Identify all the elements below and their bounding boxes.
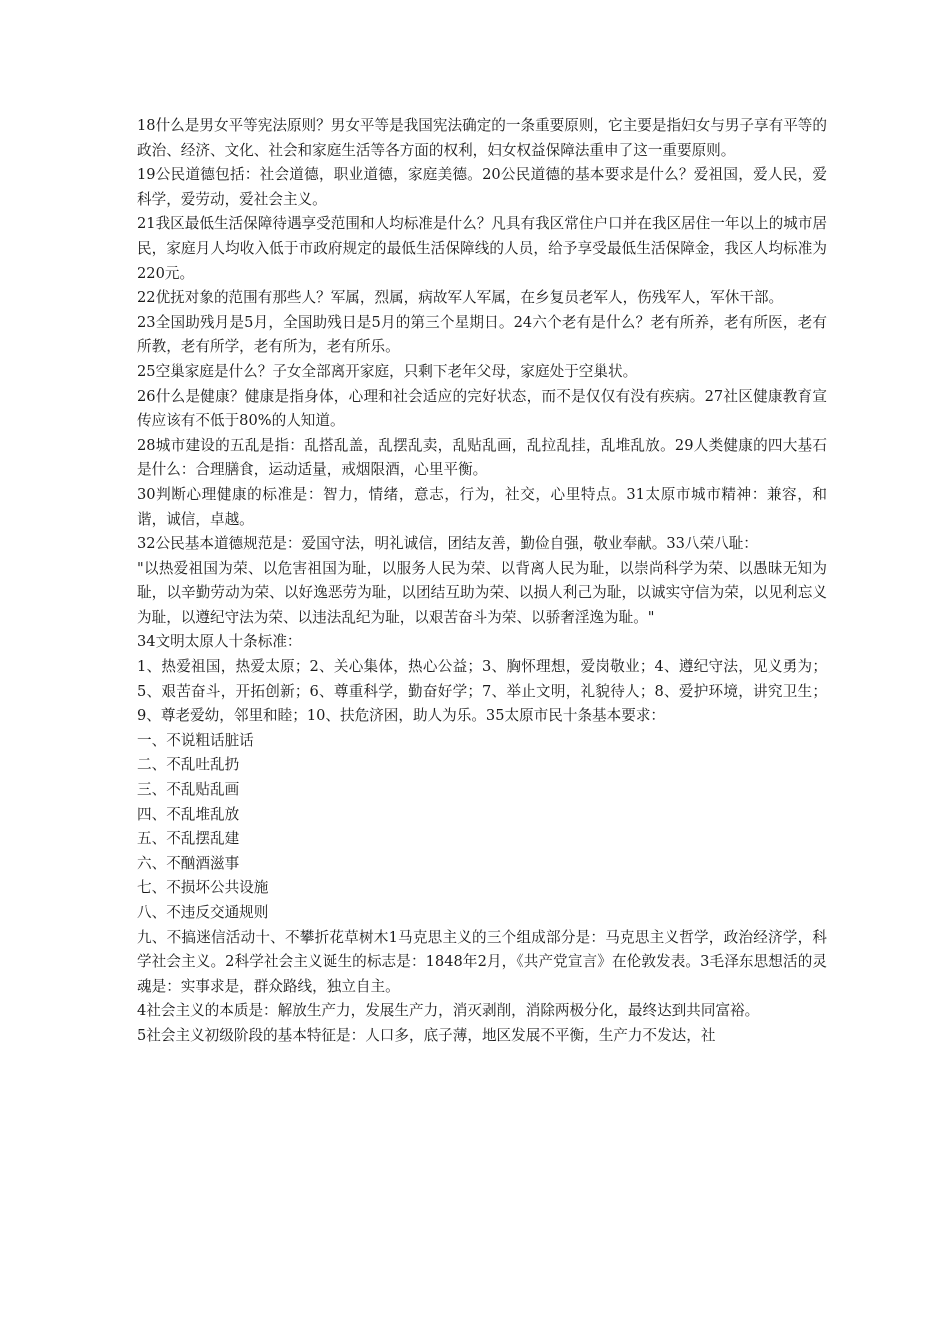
paragraph-q30-31: 30判断心理健康的标准是：智力，情绪，意志，行为，社交，心里特点。31太原市城市精神：兼容，和谐，诚信，卓越。 [137, 485, 827, 528]
list-item-5: 五、不乱摆乱建 [137, 830, 240, 848]
paragraph-q34-heading: 34文明太原人十条标准： [137, 633, 302, 651]
paragraph-q23-24: 23全国助残月是5月，全国助残日是5月的第三个星期日。24六个老有是什么？老有所养，老有所医，老有所教，老有所学，老有所为，老有所乐。 [137, 313, 827, 356]
list-item-8: 八、不违反交通规则 [137, 904, 269, 921]
list-item-6: 六、不酗酒滋事 [137, 854, 240, 872]
paragraph-q21: 21我区最低生活保障待遇享受范围和人均标准是什么？凡具有我区常住户口并在我区居住一年以上的城市居民，家庭月人均收入低于市政府规定的最低生活保障线的人员，给予享受最低生活保障金，我区人均标准为220元。 [137, 215, 827, 282]
paragraph-item-9-10-marxism: 九、不搞迷信活动十、不攀折花草树木1马克思主义的三个组成部分是：马克思主义哲学，政治经济学，科学社会主义。2科学社会主义诞生的标志是：1848年2月，《共产党宣言》在伦敦发表。3毛泽东思想活的灵魂是：实事求是，群众路线，独立自主。 [137, 928, 827, 995]
list-item-3: 三、不乱贴乱画 [137, 781, 240, 799]
paragraph-q28-29: 28城市建设的五乱是指：乱搭乱盖，乱摆乱卖，乱贴乱画，乱拉乱挂，乱堆乱放。29人类健康的四大基石是什么：合理膳食，运动适量，戒烟限酒，心里平衡。 [137, 436, 827, 479]
paragraph-q22: 22优抚对象的范围有那些人？军属，烈属，病故军人军属，在乡复员老军人，伤残军人，军休干部。 [137, 289, 784, 307]
paragraph-q19-20: 19公民道德包括：社会道德，职业道德，家庭美德。20公民道德的基本要求是什么？爱祖国，爱人民，爱科学，爱劳动，爱社会主义。 [137, 166, 827, 208]
paragraph-q26-27: 26什么是健康？健康是指身体，心理和社会适应的完好状态，而不是仅仅有没有疾病。27社区健康教育宣传应该有不低于80%的人知道。 [137, 387, 827, 430]
list-item-4: 四、不乱堆乱放 [137, 805, 240, 823]
list-item-7: 七、不损坏公共设施 [137, 879, 269, 897]
paragraph-ten-standards: 1、热爱祖国，热爱太原；2、关心集体，热心公益；3、胸怀理想，爱岗敬业；4、遵纪守法，见义勇为；5、艰苦奋斗，开拓创新；6、尊重科学，勤奋好学；7、举止文明，礼貌待人；8、爱护环境，讲究卫生；9、尊老爱幼，邻里和睦；10、扶危济困，助人为乐。35太原市民十条基本要求： [137, 658, 827, 725]
paragraph-q18: 18什么是男女平等宪法原则？男女平等是我国宪法确定的一条重要原则，它主要是指妇女与男子享有平等的政治、经济、文化、社会和家庭生活等各方面的权利，妇女权益保障法重申了这一重要原则。 [137, 117, 827, 159]
list-item-2: 二、不乱吐乱扔 [137, 756, 240, 774]
document-body [137, 114, 827, 1049]
paragraph-socialism-essence: 4社会主义的本质是：解放生产力，发展生产力，消灭剥削，消除两极分化，最终达到共同富裕。 [137, 1002, 760, 1020]
paragraph-q32-33: 32公民基本道德规范是：爱国守法，明礼诚信，团结友善，勤俭自强，敬业奉献。33八荣八耻： [137, 535, 758, 553]
paragraph-primary-stage: 5社会主义初级阶段的基本特征是：人口多，底子薄，地区发展不平衡，生产力不发达，社 [137, 1026, 716, 1044]
list-item-1: 一、不说粗话脏话 [137, 731, 254, 749]
paragraph-eight-honors: "以热爱祖国为荣、以危害祖国为耻，以服务人民为荣、以背离人民为耻，以崇尚科学为荣、以愚昧无知为耻，以辛勤劳动为荣、以好逸恶劳为耻，以团结互助为荣、以损人利己为耻，以诚实守信为荣，以见利忘义为耻，以遵纪守法为荣、以违法乱纪为耻，以艰苦奋斗为荣、以骄奢淫逸为耻。" [137, 559, 827, 626]
paragraph-q25: 25空巢家庭是什么？子女全部离开家庭，只剩下老年父母，家庭处于空巢状。 [137, 362, 638, 380]
